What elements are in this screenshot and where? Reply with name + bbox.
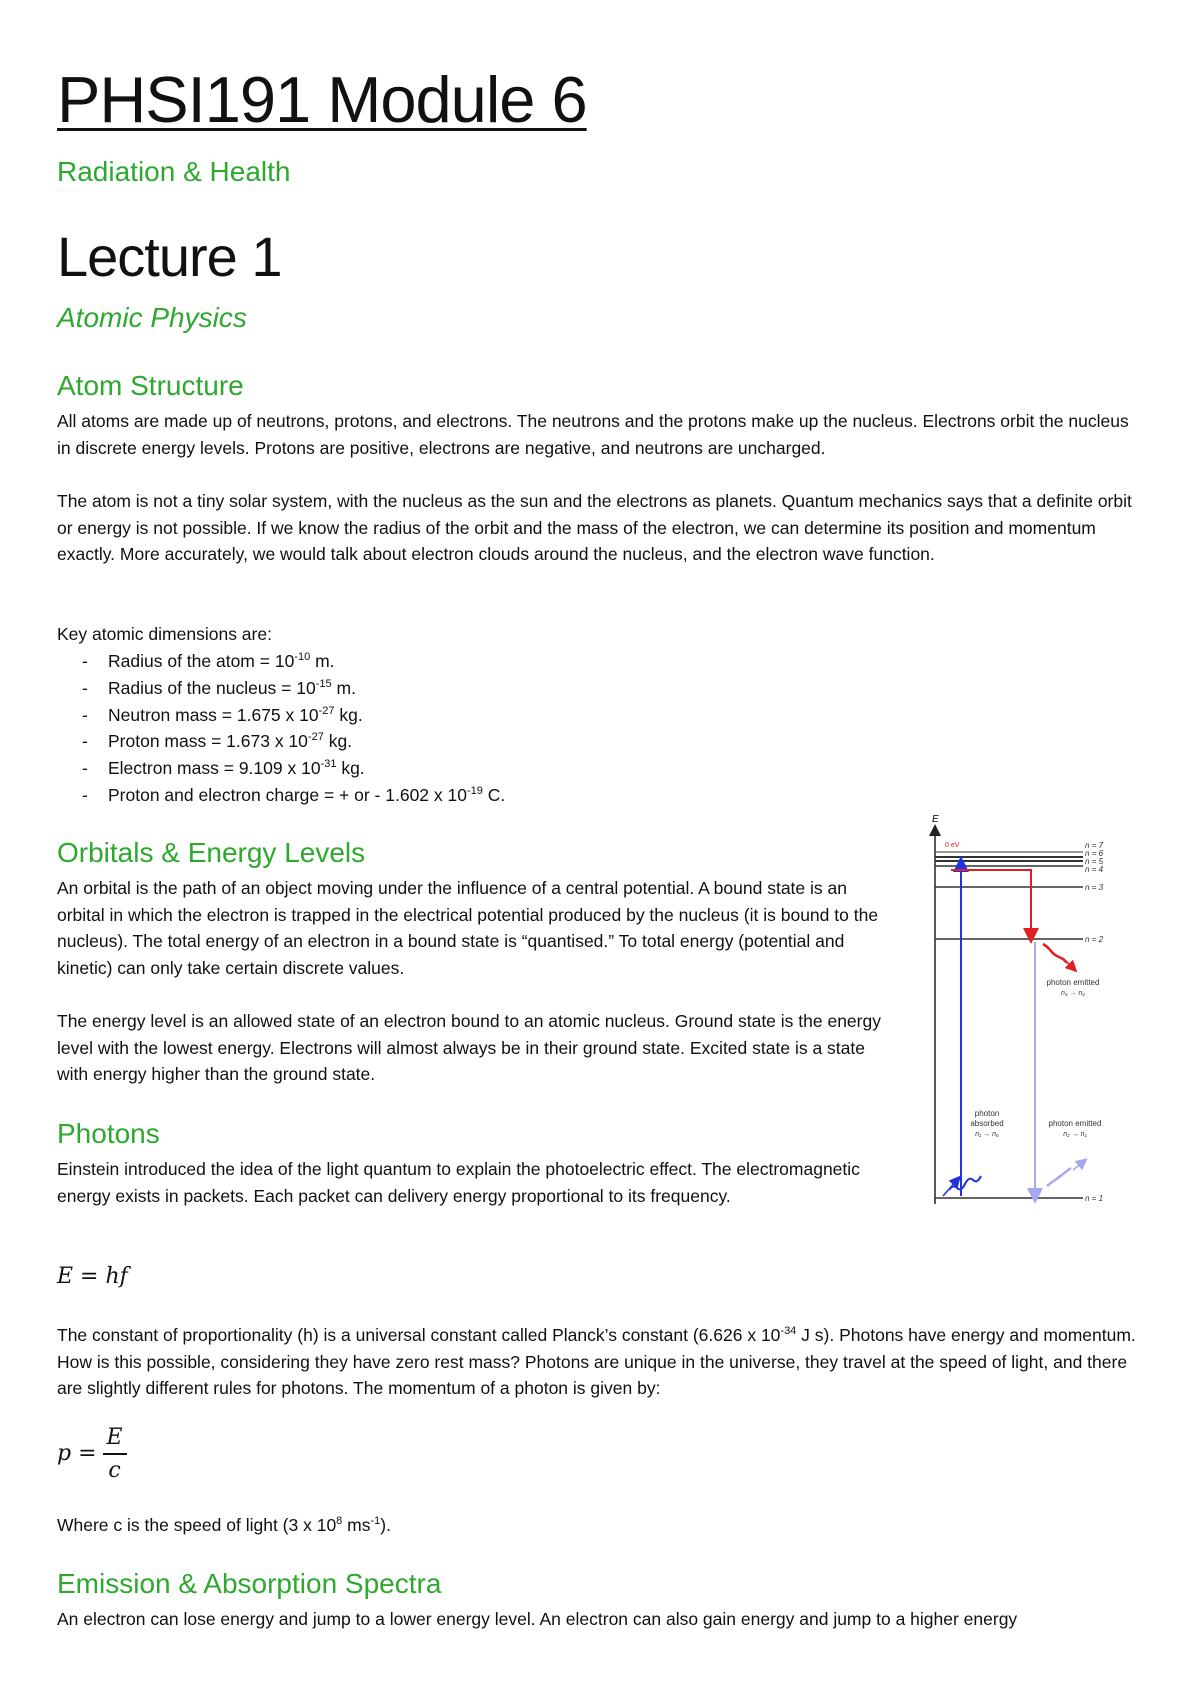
equation-momentum: p = $\frac{E}{c}$ xyxy=(57,1425,127,1483)
axis-label: E xyxy=(932,814,939,825)
heading-photons: Photons xyxy=(57,1118,160,1149)
photon-emitted-transition: n₂ → n₁ xyxy=(1063,1131,1087,1138)
level-label: n = 1 xyxy=(1085,1194,1104,1203)
paragraph: The atom is not a tiny solar system, with the nucleus as the sun and the electrons as planets. Quantum mechanics says that a definite orbit or energy is not possible. If we know the radius of the orbit and the mass of the electron, we can determine its position and momentum exactly. More accurately, we would talk about electron clouds around the nucleus, and the electron wave function. xyxy=(57,491,1132,565)
dimensions-list xyxy=(57,648,505,809)
level-label: n = 5 xyxy=(1085,857,1104,866)
page-title: PHSI191 Module 6 xyxy=(57,63,587,136)
page-subtitle: Radiation & Health xyxy=(57,156,291,187)
paragraph: The constant of proportionality (h) is a universal constant called Planck’s constant (6.626 x $10^{-34}$ J s). Photons have energy and momentum. How is this possible, considering they have zero rest mass? Photons are unique in the universe, they travel at the speed of light, and there are slightly different rules for photons. The momentum of a photon is given by: xyxy=(57,1325,1136,1399)
photon-emitted-label: photon emitted xyxy=(1048,1119,1102,1128)
dimensions-intro: Key atomic dimensions are: xyxy=(57,624,272,644)
lecture-subtitle: Atomic Physics xyxy=(57,302,247,333)
paragraph: Einstein introduced the idea of the light quantum to explain the photoelectric effect. The electromagnetic energy exists in packets. Each packet can delivery energy proportional to its frequency. xyxy=(57,1159,860,1206)
emitted-photon-arrow-light xyxy=(1073,1162,1083,1170)
energy-level-diagram xyxy=(923,812,1143,1212)
level-label: n = 4 xyxy=(1085,865,1104,874)
lecture-title: Lecture 1 xyxy=(57,225,282,288)
emitted-photon-wave-light xyxy=(1047,1168,1071,1186)
level-label: n = 2 xyxy=(1085,935,1104,944)
level-label: n = 3 xyxy=(1085,883,1104,892)
list-item: - Neutron mass = 1.675 x $10^{-27}$ kg. xyxy=(57,702,505,729)
emitted-photon-arrow-red xyxy=(1063,958,1073,968)
emitted-photon-wave-red xyxy=(1043,944,1067,963)
list-item: - Radius of the atom = $10^{-10}$ m. xyxy=(57,648,505,675)
heading-orbitals: Orbitals & Energy Levels xyxy=(57,837,366,868)
equation-energy: E = hf xyxy=(57,1264,128,1289)
list-item: - Proton and electron charge = + or - 1.602 x $10^{-19}$ C. xyxy=(57,782,505,809)
absorbed-photon-arrow xyxy=(943,1180,957,1196)
emission-arrow-red xyxy=(951,870,1031,936)
photon-absorbed-label: photon xyxy=(974,1109,1000,1118)
photon-absorbed-transition: n₁ → n₆ xyxy=(975,1131,999,1138)
paragraph: Where c is the speed of light (3 x $10^8$ $ms^{-1}$). xyxy=(57,1515,391,1535)
list-item: - Proton mass = 1.673 x $10^{-27}$ kg. xyxy=(57,728,505,755)
heading-atom-structure: Atom Structure xyxy=(57,370,244,401)
list-item: - Electron mass = 9.109 x $10^{-31}$ kg. xyxy=(57,755,505,782)
list-item: - Radius of the nucleus = $10^{-15}$ m. xyxy=(57,675,505,702)
paragraph: An orbital is the path of an object moving under the influence of a central potential. A bound state is an orbital in which the electron is trapped in the electrical potential produced by the nucleus (it is bound to the nucleus). The total energy of an electron in a bound state is “quantised.” To total energy (potential and kinetic) can only take certain discrete values. xyxy=(57,878,879,978)
paragraph: All atoms are made up of neutrons, protons, and electrons. The neutrons and the protons make up the nucleus. Electrons orbit the nucleus in discrete energy levels. Protons are positive, electrons are negative, and neutrons are uncharged. xyxy=(57,411,1129,458)
paragraph: An electron can lose energy and jump to a lower energy level. An electron can also gain energy and jump to a higher energy xyxy=(57,1609,1018,1629)
level-label: n = 7 xyxy=(1085,841,1104,850)
paragraph: The energy level is an allowed state of an electron bound to an atomic nucleus. Ground state is the energy level with the lowest energy. Electrons will almost always be in their ground state. Excited state is a state with energy higher than the ground state. xyxy=(57,1011,881,1085)
photon-absorbed-label: absorbed xyxy=(970,1119,1004,1128)
level-label: n = 6 xyxy=(1085,849,1104,858)
zero-label: 0 eV xyxy=(945,842,960,849)
heading-emission: Emission & Absorption Spectra xyxy=(57,1568,442,1599)
photon-emitted-label: photon emitted xyxy=(1046,978,1100,987)
photon-emitted-transition: n₃ → n₂ xyxy=(1060,990,1086,997)
